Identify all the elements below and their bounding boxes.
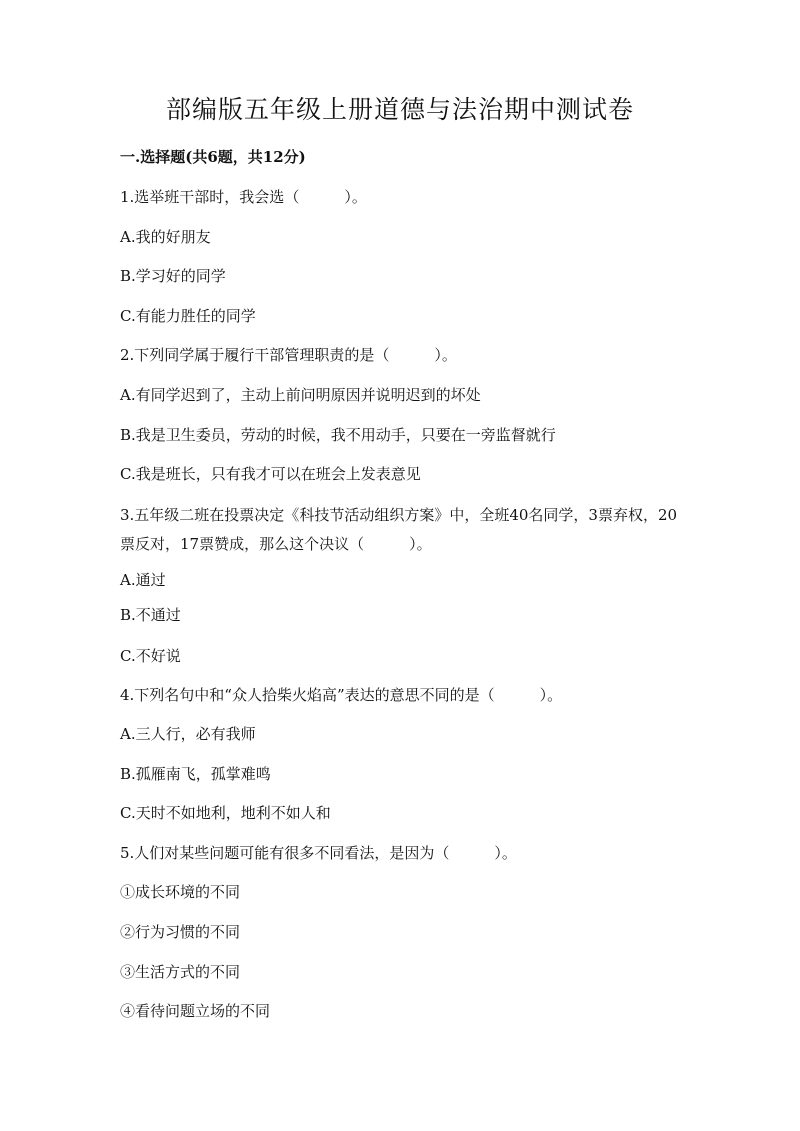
question-1-option-a: A.我的好朋友 — [120, 228, 211, 246]
question-2-option-a: A.有同学迟到了，主动上前问明原因并说明迟到的坏处 — [120, 386, 481, 404]
question-2-option-c: C.我是班长，只有我才可以在班会上发表意见 — [120, 465, 421, 483]
question-3-option-b: B.不通过 — [120, 606, 181, 624]
question-3-option-a: A.通过 — [120, 571, 166, 589]
question-1-option-c: C.有能力胜任的同学 — [120, 307, 256, 325]
page-title: 部编版五年级上册道德与法治期中测试卷 — [165, 95, 634, 124]
question-5-stem: 5.人们对某些问题可能有很多不同看法，是因为（ ）。 — [120, 844, 517, 862]
question-4-option-b: B.孤雁南飞，孤掌难鸣 — [120, 765, 271, 783]
question-4-stem: 4.下列名句中和“众人拾柴火焰高”表达的意思不同的是（ ）。 — [120, 686, 563, 704]
question-2-option-b: B.我是卫生委员，劳动的时候，我不用动手，只要在一旁监督就行 — [120, 426, 556, 444]
question-3-option-c: C.不好说 — [120, 647, 181, 665]
question-1-stem: 1.选举班干部时，我会选（ ）。 — [120, 188, 367, 206]
question-5-option-1: ①成长环境的不同 — [120, 883, 241, 901]
question-4-option-a: A.三人行，必有我师 — [120, 725, 256, 743]
question-5-option-3: ③生活方式的不同 — [120, 963, 241, 981]
question-3-stem: 3.五年级二班在投票决定《科技节活动组织方案》中，全班40名同学，3票弃权，20票反对，17票赞成，那么这个决议（ ）。 — [120, 506, 678, 553]
question-5-option-4: ④看待问题立场的不同 — [120, 1002, 271, 1020]
question-4-option-c: C.天时不如地利，地利不如人和 — [120, 804, 331, 822]
question-1-option-b: B.学习好的同学 — [120, 267, 226, 285]
section-heading: 一.选择题(共6题，共12分) — [120, 148, 306, 166]
question-2-stem: 2.下列同学属于履行干部管理职责的是（ ）。 — [120, 346, 457, 364]
question-5-option-2: ②行为习惯的不同 — [120, 923, 241, 941]
